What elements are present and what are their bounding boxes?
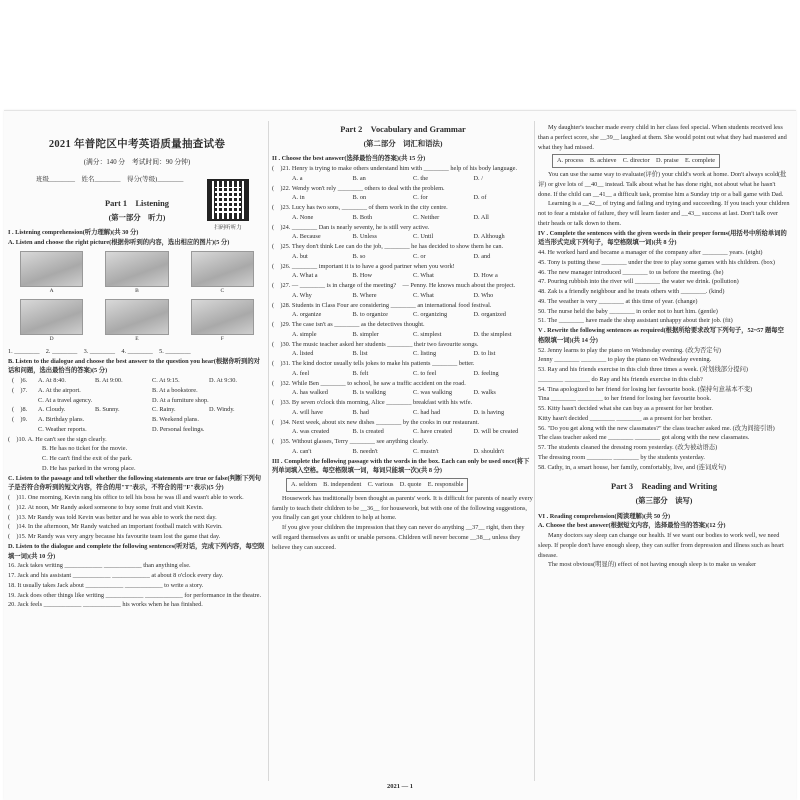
option-item: D. and bbox=[473, 252, 491, 260]
option-row bbox=[272, 408, 534, 418]
option-item: A. At 8:40. bbox=[38, 377, 66, 385]
option-item: A. will have bbox=[292, 408, 323, 416]
picture-option: C bbox=[191, 251, 254, 296]
question-number bbox=[12, 425, 38, 435]
word-box: A. process B. achieve C. director D. praise E. complete bbox=[552, 154, 720, 168]
question-number: ( )6. bbox=[12, 377, 28, 385]
option-item: C. or bbox=[413, 252, 426, 260]
option-item: B. needn't bbox=[352, 447, 378, 455]
question-list bbox=[8, 376, 266, 435]
option-item: A. listed bbox=[292, 350, 314, 358]
question-stem: ( )24. ________ Dan is nearly seventy, he is still very active. bbox=[272, 223, 430, 231]
option-item: D. / bbox=[473, 174, 483, 182]
option-item: B. list bbox=[352, 350, 368, 358]
passage-paragraph: You can use the same way to evaluate(评价) your child's work at home. Don't always scold(批评) or give lots of __40__ instead. Talk about what he has done right, not about what he hasn't done. If the child can __41__ a difficult task, promise him a Sunday trip or a ball game with Dad. bbox=[538, 171, 787, 198]
option-row bbox=[272, 193, 534, 203]
student-info: 班级________ 姓名________ 得分(等级)________ bbox=[36, 175, 184, 183]
section-heading: A. Choose the best answer(根据短文内容，选择最恰当的答案)(12 分) bbox=[538, 522, 726, 530]
option-item: C. mustn't bbox=[413, 447, 439, 455]
question-stem: ( )28. Students in Class Four are considering ________ an international food festival. bbox=[272, 301, 492, 309]
qr-caption: 扫码听听力 bbox=[214, 225, 242, 231]
picture-option: D bbox=[20, 299, 83, 344]
option-item: C. Until bbox=[413, 233, 434, 241]
exam-subtitle: (满分：140 分 考试时间：90 分钟) bbox=[83, 159, 191, 167]
question-number: ( )7. bbox=[12, 386, 28, 394]
question-stem: ( )31. The kind doctor usually tells jokes to make his patients ________ better. bbox=[272, 360, 475, 368]
multiple-choice-list bbox=[272, 164, 534, 457]
question-stem: ( )30. The music teacher asked her students ________ their two favourite songs. bbox=[272, 340, 479, 348]
option-item bbox=[95, 415, 152, 425]
option-item bbox=[209, 425, 266, 435]
question-number: ( )8. bbox=[12, 406, 28, 414]
word-form-item: 49. The weather is very ________ at this time of year. (change) bbox=[538, 297, 698, 305]
option-item: C. Weather reports. bbox=[38, 425, 87, 433]
section-heading: I . Listening comprehension(听力理解)(共 30 分) bbox=[8, 229, 139, 237]
picture-option: F bbox=[191, 299, 254, 344]
option-row bbox=[272, 310, 534, 320]
passage-paragraph: My daughter's teacher made every child in her class feel special. When students received less than a perfect score, she __39__ laughed at them. She would point out what they had mastered and what they had missed. bbox=[538, 124, 787, 151]
rewrite-item: ________ ________ do Ray and his friends exercise in this club? bbox=[538, 375, 703, 383]
option-item: A. Because bbox=[292, 233, 321, 241]
picture-grid bbox=[8, 248, 266, 347]
statement-item: ( )13. Mr Randy was told Kevin was better and he was able to work the next day. bbox=[8, 513, 217, 521]
word-form-item: 47. Pouring rubbish into the river will ________ the water we drink. (pollution) bbox=[538, 278, 739, 286]
option-item: C. the bbox=[413, 174, 429, 182]
option-item: B. to organize bbox=[352, 311, 388, 319]
rewrite-item: 52. Jenny learns to play the piano on Wednesday evening. (改为否定句) bbox=[538, 346, 721, 354]
question-stem: ( )25. They don't think Lee can do the job, ________ he has decided to show them he can. bbox=[272, 243, 504, 251]
rewrite-item: The dressing room ________ ________ by the students yesterday. bbox=[538, 453, 705, 461]
option-row bbox=[272, 330, 534, 340]
question-stem: ( )23. Lucy has two sons, ________ of them work in the city centre. bbox=[272, 204, 448, 212]
option-item bbox=[209, 415, 266, 425]
word-form-item: 45. Tony is putting these ________ under the tree to play some games with his children. (box) bbox=[538, 258, 775, 266]
question-item bbox=[8, 405, 266, 415]
question-item bbox=[8, 415, 266, 425]
word-form-item: 44. He worked hard and became a manager of the company after ________ years. (eight) bbox=[538, 249, 763, 256]
option-item: B. Weekend plans. bbox=[152, 416, 199, 424]
passage-paragraph: Learning is a __42__ of trying and failing and trying and succeeding. If you teach your children not to fear a mistake of failure, they will learn faster and __43__ success at last. Don't talk over their heads or talk down to them. bbox=[538, 200, 790, 227]
section-heading: C. Listen to the passage and tell whether the following statements are true or false(判断下列句子是否符合你听到的短文内容，符合的用"T"表示，不符合的用"F"表示)(5 分) bbox=[8, 474, 262, 492]
option-item: A. At the airport. bbox=[38, 386, 81, 394]
option-row bbox=[272, 232, 534, 242]
option-item: C. He can't find the exit of the park. bbox=[42, 455, 133, 463]
completion-item: 19. Jack does other things like writing ____________ ____________ for performance in the theatre. bbox=[8, 591, 262, 599]
option-item: C. Neither bbox=[413, 213, 440, 221]
question-stem: ( )21. Henry is trying to make others understand him with ________ help of his body language. bbox=[272, 165, 518, 173]
option-item: B. At 9:00. bbox=[95, 377, 123, 385]
option-item: C. What bbox=[413, 291, 434, 299]
passage-paragraph: Housework has traditionally been thought as parents' work. It is difficult for parents of nearly every family to teach their children to be __36__ for housework, but with one of the following suggestions, you finally can get your children to help at home. bbox=[272, 494, 533, 522]
qr-code-block bbox=[204, 179, 252, 231]
option-item: C. for bbox=[413, 194, 428, 202]
rewrite-item: 55. Kitty hasn't decided what she can buy as a present for her brother. bbox=[538, 405, 714, 412]
question-item bbox=[8, 376, 266, 386]
option-item: B. How bbox=[352, 272, 373, 280]
option-row bbox=[272, 271, 534, 281]
option-item: D. Who bbox=[473, 291, 494, 299]
option-row bbox=[272, 427, 534, 437]
option-item: C. Rainy. bbox=[152, 406, 176, 414]
option-item: D. shouldn't bbox=[473, 447, 505, 455]
question-stem: ( )22. Wendy won't rely ________ others to deal with the problem. bbox=[272, 184, 445, 192]
option-item: D. At a furniture shop. bbox=[152, 396, 209, 404]
question-item: ( )10. A. He can't see the sign clearly. bbox=[8, 435, 107, 443]
option-row bbox=[272, 369, 534, 379]
option-row bbox=[272, 447, 534, 457]
option-item: C. simplest bbox=[413, 330, 442, 338]
column-middle bbox=[272, 123, 534, 552]
rewrite-item: Kitty hasn't decided ________ ________ as a present for her brother. bbox=[538, 414, 713, 422]
question-stem: ( )34. Next week, about six new dishes ________ by the cooks in our restaurant. bbox=[272, 418, 480, 426]
option-item: D. of bbox=[473, 194, 487, 202]
section-heading: VI . Reading comprehension(阅读理解)(共 50 分) bbox=[538, 512, 671, 520]
option-item: C. At 9:15. bbox=[152, 377, 180, 385]
option-row bbox=[272, 252, 534, 262]
option-item: B. had bbox=[352, 408, 369, 416]
question-number bbox=[12, 396, 38, 406]
question-stem: ( )32. While Ben ________ to school, he saw a traffic accident on the road. bbox=[272, 379, 466, 387]
option-item: C. was walking bbox=[413, 389, 453, 397]
option-item: D. At 9:30. bbox=[209, 377, 237, 385]
statement-item: ( )12. At noon, Mr Randy asked someone to buy some fruit and visit Kevin. bbox=[8, 503, 204, 511]
option-item: D. Personal feelings. bbox=[152, 425, 205, 433]
completion-item: 16. Jack takes writing ____________ ____________ than anything else. bbox=[8, 562, 191, 570]
option-item: A. Why bbox=[292, 291, 312, 299]
completion-item: 20. Jack feels ____________ ____________ his works when he has finished. bbox=[8, 601, 203, 609]
column-right bbox=[538, 123, 790, 570]
option-item: A. simple bbox=[292, 330, 317, 338]
option-item: B. is created bbox=[352, 428, 384, 436]
option-item: C. listing bbox=[413, 350, 437, 358]
option-item: D. All bbox=[473, 213, 489, 221]
question-item bbox=[8, 386, 266, 396]
rewrite-item: 58. Cathy, in, a smart house, her family, comfortably, live, and (连词成句) bbox=[538, 463, 726, 471]
part1-subtitle: (第一部分 听力) bbox=[108, 212, 166, 222]
passage-paragraph: If you give your children the impression that they can never do anything __37__ right, then they will regard themselves as unfit or unable persons. Children will never become __38__, unless they believe they can succeed. bbox=[272, 524, 525, 551]
option-item bbox=[95, 396, 152, 406]
option-item: B. simpler bbox=[352, 330, 379, 338]
option-item: B. so bbox=[352, 252, 366, 260]
section-heading: V . Rewrite the following sentences as required(根据所给要求改写下列句子，52~57 题每空格限填一词)(共 14 分) bbox=[538, 327, 784, 344]
exam-title: 2021 年普陀区中考英语质量抽查试卷 bbox=[48, 139, 226, 150]
option-item: B. felt bbox=[352, 369, 369, 377]
option-item bbox=[95, 425, 152, 435]
completion-item: 18. It usually takes Jack about ____________ ____________ to write a story. bbox=[8, 581, 204, 589]
passage bbox=[272, 494, 534, 553]
option-item: B. Unless bbox=[352, 233, 377, 241]
section-heading: II . Choose the best answer(选择最恰当的答案)(共 15 分) bbox=[272, 155, 426, 163]
option-item: B. At a bookstore. bbox=[152, 386, 198, 394]
option-item: A. Birthday plans. bbox=[38, 416, 85, 424]
column-divider bbox=[268, 121, 269, 781]
option-item: D. Windy. bbox=[209, 406, 235, 414]
option-item: D. will be created bbox=[473, 428, 519, 436]
rewrite-item: 54. Tina apologized to her friend for losing her favourite book. (保持句意基本不变) bbox=[538, 385, 753, 393]
option-item: A. but bbox=[292, 252, 308, 260]
option-item: D. How a bbox=[473, 272, 498, 280]
option-item: D. feeling bbox=[473, 369, 499, 377]
picture-option: A bbox=[20, 251, 83, 296]
option-item: A. None bbox=[292, 213, 314, 221]
rewrite-item: 53. Ray and his friends exercise in this club three times a week. (对划线部分提问) bbox=[538, 366, 749, 373]
option-row bbox=[272, 388, 534, 398]
statement-item: ( )14. In the afternoon, Mr Randy watched an important football match with Kevin. bbox=[8, 523, 223, 531]
passage-paragraph: The most obvious(明显的) effect of not having enough sleep is to make us weaker bbox=[548, 561, 757, 569]
page-number: 2021 — 1 bbox=[387, 783, 413, 790]
option-item: D. organized bbox=[473, 311, 506, 319]
question-stem: ( )29. The case isn't as ________ as the detectives thought. bbox=[272, 321, 425, 329]
option-item: C. to feel bbox=[413, 369, 437, 377]
option-item bbox=[209, 396, 266, 406]
option-item: C. At a travel agency. bbox=[38, 396, 93, 404]
part1-title: Part 1 Listening bbox=[105, 198, 169, 208]
rewrite-item: 57. The students cleaned the dressing room yesterday. (改为被动语态) bbox=[538, 444, 718, 451]
option-item bbox=[95, 386, 152, 396]
option-item: C. have created bbox=[413, 428, 452, 436]
section-heading: B. Listen to the dialogue and choose the best answer to the question you hear(根据你听到的对话和问题，选出最恰当的答案)(5 分) bbox=[8, 357, 260, 375]
option-row bbox=[272, 174, 534, 184]
option-item: D. is having bbox=[473, 408, 505, 416]
answer-line: 1. ________ 2. ________ 3. ________ 4. ________ 5. ________ bbox=[8, 347, 191, 355]
section-heading: IV . Complete the sentences with the given words in their proper forms(用括号中所给单词的适当形式完成下列句子，每空格限填一词)(共 8 分) bbox=[538, 229, 787, 247]
question-stem: ( )35. Without glasses, Terry ________ see anything clearly. bbox=[272, 438, 429, 446]
rewrite-item: Jenny ________ ________ to play the piano on Wednesday evening. bbox=[538, 356, 712, 364]
option-item: B. an bbox=[352, 174, 366, 182]
option-item: A. feel bbox=[292, 369, 310, 377]
statement-list bbox=[8, 493, 266, 542]
option-item: D. He has parked in the wrong place. bbox=[42, 464, 136, 472]
word-form-item: 51. The ________ have made the shop assistant unhappy about their job. (fit) bbox=[538, 317, 733, 325]
question-stem: ( )33. By seven o'clock this morning, Alice ________ breakfast with his wife. bbox=[272, 399, 473, 407]
picture-option: E bbox=[105, 299, 168, 344]
passage-paragraph: Many doctors say sleep can change our health. If we want our bodies to work well, we need sleep. If people don't have enough sleep, they can suffer from depression and illness such as heart disease. bbox=[538, 532, 784, 559]
option-item: D. to list bbox=[473, 350, 496, 358]
option-item: A. organize bbox=[292, 311, 322, 319]
option-item: D. walks bbox=[473, 389, 496, 397]
part3-title: Part 3 Reading and Writing bbox=[610, 482, 718, 492]
option-item: A. can't bbox=[292, 447, 312, 455]
option-item: A. has walked bbox=[292, 389, 328, 397]
qr-code-icon bbox=[207, 179, 249, 221]
part2-subtitle: (第二部分 词汇和语法) bbox=[363, 139, 443, 149]
option-item: B. is walking bbox=[352, 389, 386, 397]
option-item: B. Both bbox=[352, 213, 373, 221]
section-heading: A. Listen and choose the right picture(根据你听到的内容，选出相应的图片)(5 分) bbox=[8, 239, 230, 247]
rewrite-item: The class teacher asked me ________ ________ got along with the new classmates. bbox=[538, 434, 750, 442]
question-stem: ( )27. — ________ is in charge of the meeting? — Penny. He knows much about the project. bbox=[272, 282, 516, 290]
statement-item: ( )15. Mr Randy was very angry because his favourite team lost the game that day. bbox=[8, 533, 221, 541]
word-form-list bbox=[538, 248, 790, 326]
part2-title: Part 2 Vocabulary and Grammar bbox=[340, 125, 466, 134]
option-item: B. on bbox=[352, 194, 367, 202]
statement-item: ( )11. One morning, Kevin rang his office to tell his boss he was ill and wasn't able to work. bbox=[8, 494, 244, 502]
question-number: ( )9. bbox=[12, 416, 28, 424]
option-item: C. had had bbox=[413, 408, 441, 416]
completion-item: 17. Jack and his assistant ____________ ____________ at about 8 o'clock every day. bbox=[8, 572, 224, 580]
question-item bbox=[8, 425, 266, 435]
option-item: A. was created bbox=[292, 428, 330, 436]
part3-subtitle: (第三部分 读写) bbox=[635, 496, 693, 506]
option-item bbox=[209, 386, 266, 396]
picture-option: B bbox=[105, 251, 168, 296]
section-heading: D. Listen to the dialogue and complete the following sentences(听对话，完成下列内容，每空限填一词)(共 10 分) bbox=[8, 542, 265, 560]
option-item: D. Although bbox=[473, 233, 505, 241]
completion-list bbox=[8, 561, 266, 610]
column-divider bbox=[534, 121, 535, 781]
word-form-item: 46. The new manager introduced ________ to us before the meeting. (he) bbox=[538, 268, 724, 276]
option-item: C. What bbox=[413, 272, 434, 280]
option-item: A. Cloudy. bbox=[38, 406, 66, 414]
exam-sheet bbox=[4, 110, 796, 800]
option-item: A. What a bbox=[292, 272, 318, 280]
option-item: B. Sunny. bbox=[95, 406, 120, 414]
option-item: B. He has no ticket for the movie. bbox=[42, 445, 128, 453]
option-item: A. in bbox=[292, 194, 305, 202]
option-row bbox=[272, 349, 534, 359]
rewrite-item: Tina ________ ________ to her friend for losing her favourite book. bbox=[538, 395, 712, 403]
option-item: B. Where bbox=[352, 291, 377, 299]
word-form-item: 50. The nurse held the baby ________ in order not to hurt him. (gentle) bbox=[538, 307, 718, 315]
option-row bbox=[272, 213, 534, 223]
rewrite-item: 56. "Do you get along with the new classmates?" the class teacher asked me. (改为间接引语) bbox=[538, 424, 775, 432]
section-heading: III . Complete the following passage with the words in the box. Each can only be used once(将下列单词填入空格。每空格限填一词，每词只能填一次)(共 8 分) bbox=[272, 457, 530, 475]
option-item: D. the simplest bbox=[473, 330, 512, 338]
word-box: A. seldom B. independent C. various D. quote E. responsible bbox=[286, 478, 468, 492]
option-item: C. organizing bbox=[413, 311, 448, 319]
word-form-item: 48. Zak is a friendly neighbour and he treats others with ________. (kind) bbox=[538, 288, 725, 295]
rewrite-list bbox=[538, 346, 790, 473]
question-item bbox=[8, 396, 266, 406]
option-item: A. a bbox=[292, 174, 303, 182]
question-stem: ( )26. ________ important it is to have a good partner when you work! bbox=[272, 262, 455, 270]
option-row bbox=[272, 291, 534, 301]
